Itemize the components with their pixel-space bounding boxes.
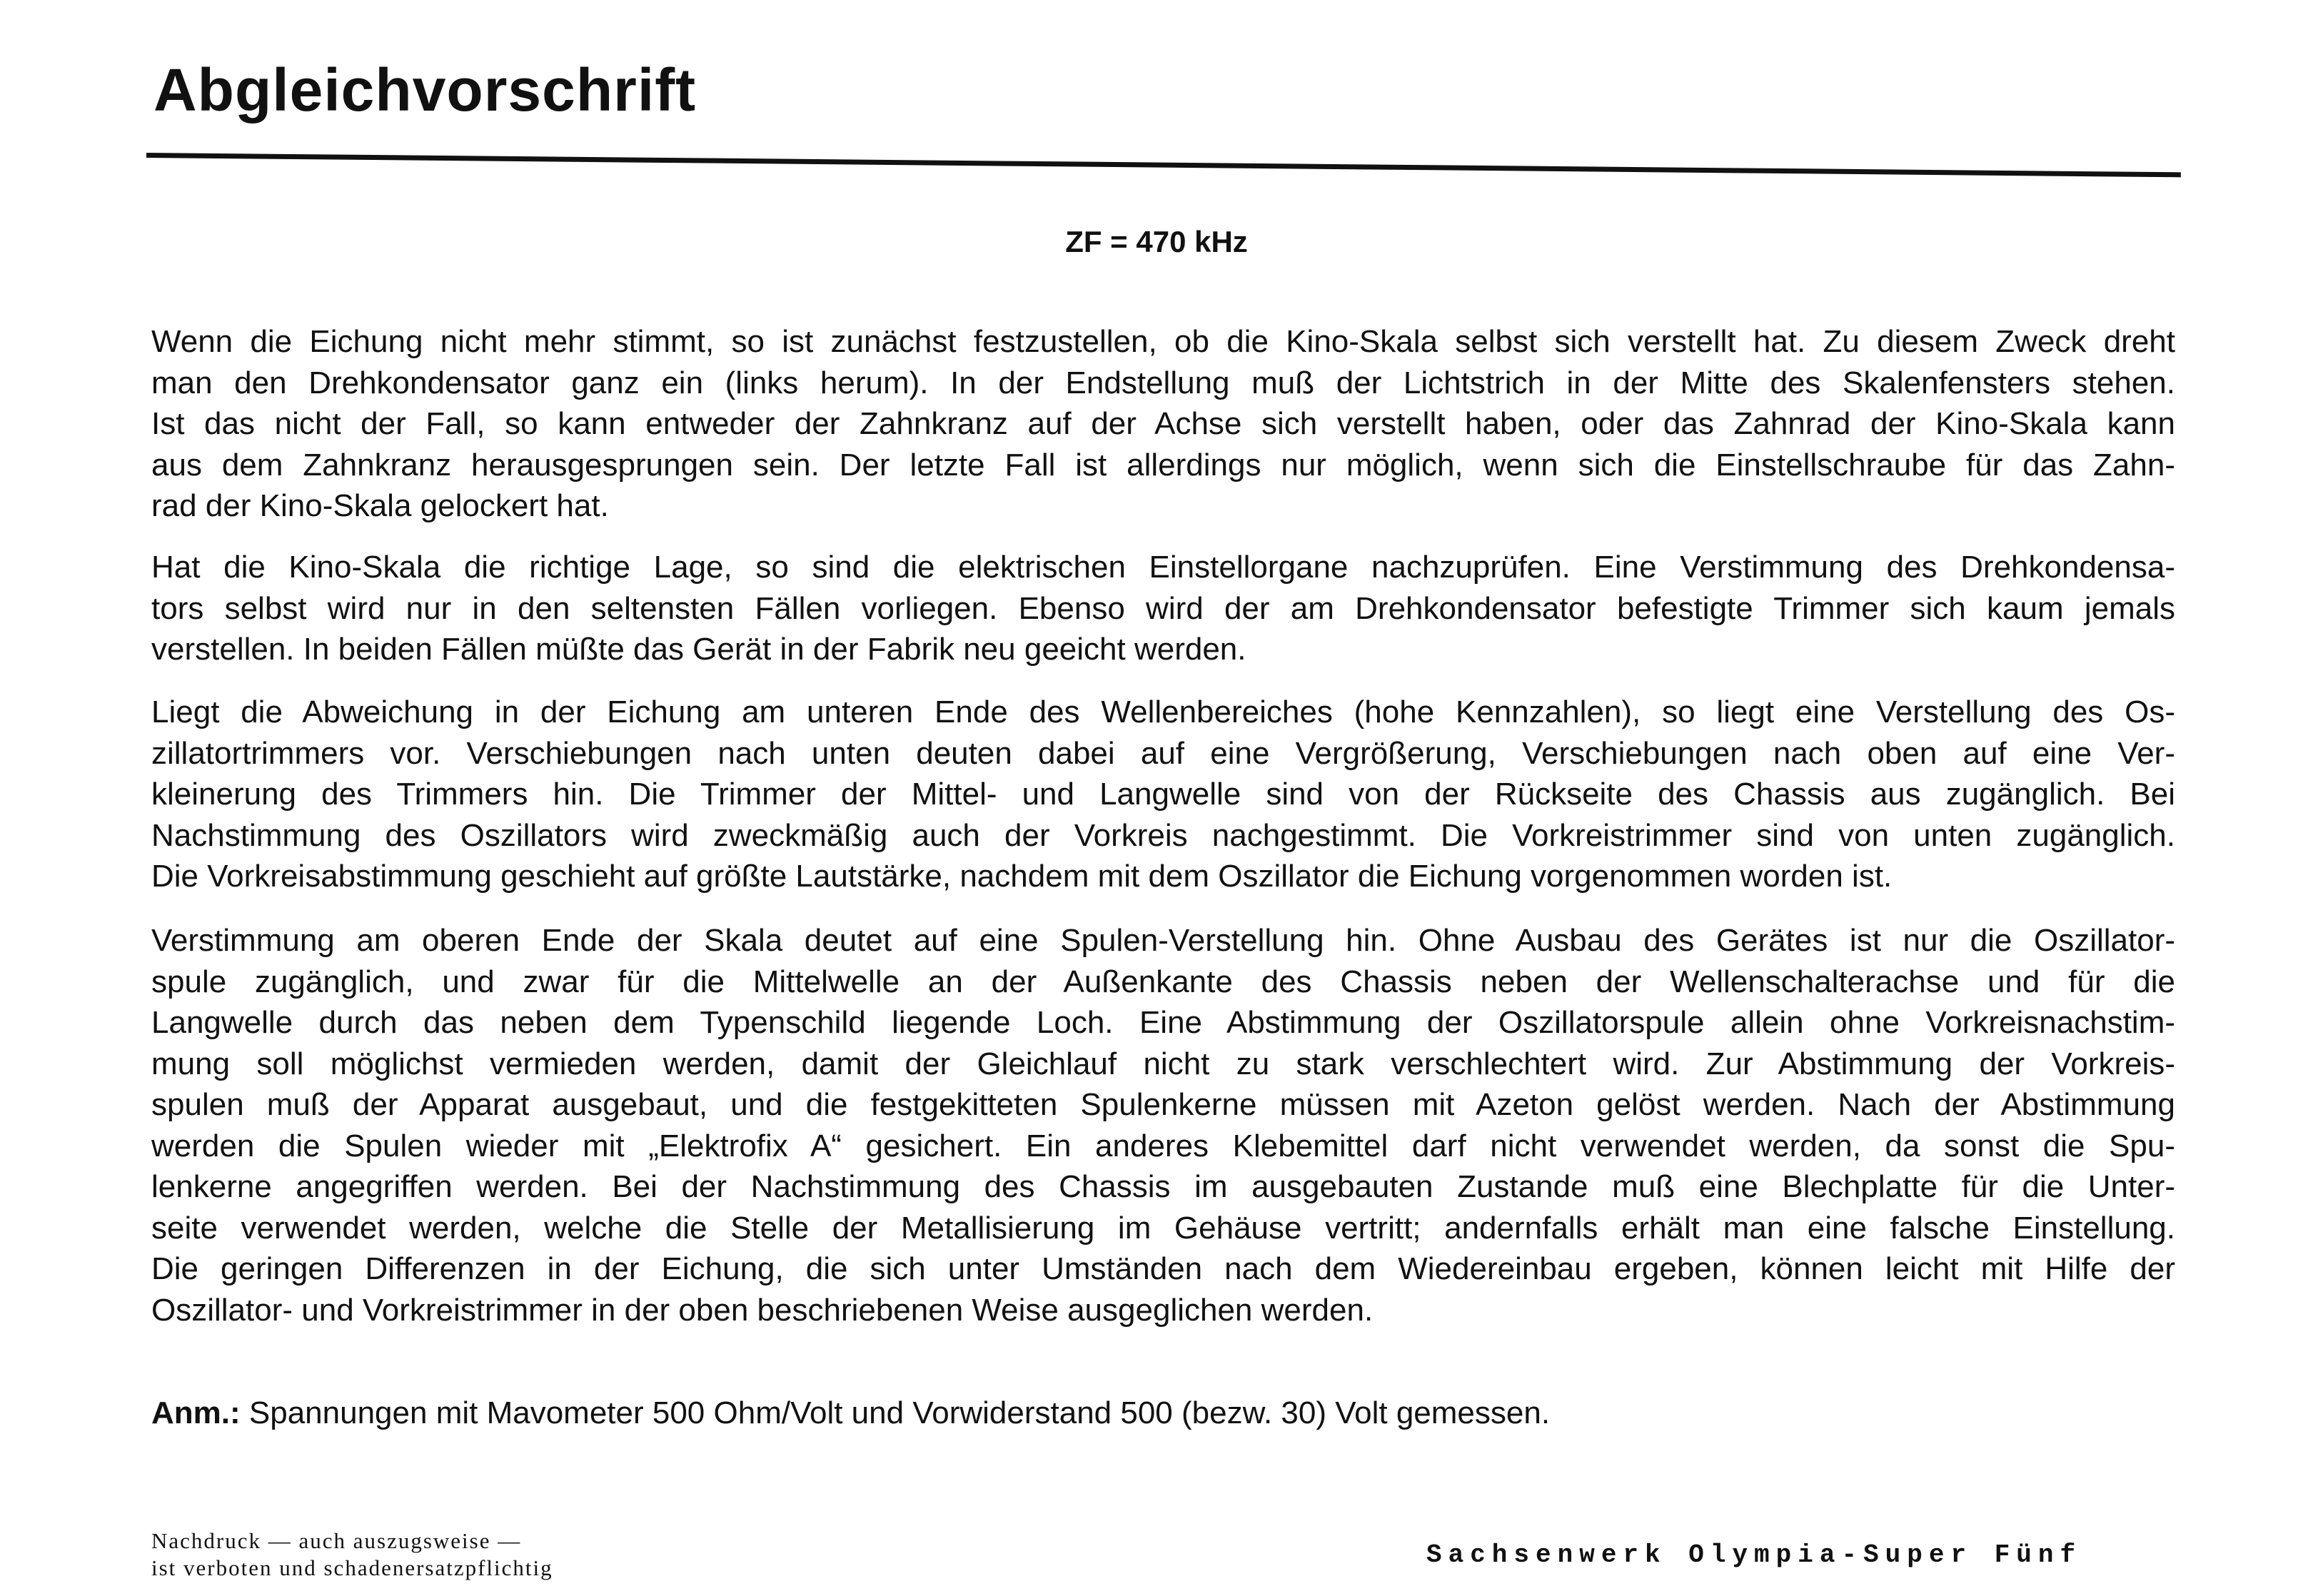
text-line: verstellen. In beiden Fällen müßte das Gerät in der Fabrik neu geeicht werden. (151, 632, 1246, 667)
document-title: Abgleichvorschrift (153, 56, 697, 123)
text-line: rad der Kino-Skala gelockert hat. (151, 488, 609, 523)
text-line: Nachstimmung des Oszillators wird zweckmäßig auch der Vorkreis nachgestimmt. Die Vorkreistrimmer sind von unten zugänglich. (151, 817, 2175, 853)
copyright-notice (151, 1527, 553, 1582)
text-line: aus dem Zahnkranz herausgesprungen sein. Der letzte Fall ist allerdings nur möglich, wenn sich die Einstellschraube für das Zahn- (151, 447, 2175, 483)
device-name: Sachsenwerk Olympia-Super Fünf (1426, 1540, 2082, 1570)
text-line: werden die Spulen wieder mit „Elektrofix A“ gesichert. Ein anderes Klebemittel darf nicht verwendet werden, da sonst die Spu- (151, 1128, 2175, 1163)
note-label: Anm.: (151, 1395, 241, 1430)
text-line: seite verwendet werden, welche die Stelle der Metallisierung im Gehäuse vertritt; andernfalls erhält man eine falsche Einstellung. (151, 1210, 2175, 1246)
text-line: lenkerne angegriffen werden. Bei der Nachstimmung des Chassis im ausgebauten Zustande muß eine Blechplatte für die Unter- (151, 1169, 2175, 1204)
text-line: zillatortrimmers vor. Verschiebungen nach unten deuten dabei auf eine Vergrößerung, Verschiebungen nach oben auf eine Ver- (151, 735, 2175, 771)
text-line: Die geringen Differenzen in der Eichung, die sich unter Umständen nach dem Wiedereinbau ergeben, können leicht mit Hilfe der (151, 1251, 2175, 1286)
text-line: mung soll möglichst vermieden werden, damit der Gleichlauf nicht zu stark verschlechtert wird. Zur Abstimmung der Vorkreis- (151, 1046, 2175, 1081)
text-line: Wenn die Eichung nicht mehr stimmt, so ist zunächst festzustellen, ob die Kino-Skala selbst sich verstellt hat. Zu diesem Zweck dreht (151, 324, 2175, 359)
intermediate-frequency: ZF = 470 kHz (1065, 225, 1248, 258)
text-line: spulen muß der Apparat ausgebaut, und die festgekitteten Spulenkerne müssen mit Azeton gelöst werden. Nach der Abstimmung (151, 1087, 2175, 1122)
text-line: spule zugänglich, und zwar für die Mittelwelle an der Außenkante des Chassis neben der Wellenschalterachse und für die (151, 964, 2175, 999)
text-line: Verstimmung am oberen Ende der Skala deutet auf eine Spulen-Verstellung hin. Ohne Ausbau des Gerätes ist nur die Oszillator- (151, 923, 2175, 958)
text-line: Oszillator- und Vorkreistrimmer in der oben beschriebenen Weise ausgeglichen werden. (151, 1292, 1374, 1328)
text-line: kleinerung des Trimmers hin. Die Trimmer der Mittel- und Langwelle sind von der Rückseite des Chassis aus zugänglich. Bei (151, 777, 2175, 812)
text-line: tors selbst wird nur in den seltensten Fällen vorliegen. Ebenso wird der am Drehkondensator befestigte Trimmer sich kaum jemals (151, 590, 2175, 626)
paragraph-coil-adjustment (151, 920, 2175, 1330)
paragraph-oscillator-trimmer (151, 692, 2175, 897)
note-text: Spannungen mit Mavometer 500 Ohm/Volt und Vorwiderstand 500 (bezw. 30) Volt gemessen. (240, 1395, 1551, 1430)
text-line: Hat die Kino-Skala die richtige Lage, so sind die elektrischen Einstellorgane nachzuprüfen. Eine Verstimmung des Drehkondensa- (151, 550, 2175, 585)
text-line: Liegt die Abweichung in der Eichung am unteren Ende des Wellenbereiches (hohe Kennzahlen), so liegt eine Verstellung des Os- (151, 695, 2175, 729)
text-line: man den Drehkondensator ganz ein (links herum). In der Endstellung muß der Lichtstrich in der Mitte des Skalenfensters stehen. (151, 365, 2175, 400)
paragraph-tuning-elements (151, 547, 2175, 670)
paragraph-scale-check (151, 321, 2175, 527)
title-divider (146, 153, 2181, 177)
text-line: Die Vorkreisabstimmung geschieht auf größte Lautstärke, nachdem mit dem Oszillator die Eichung vorgenommen worden ist. (151, 859, 1893, 894)
copyright-line-2: ist verboten und schadenersatzpflichtig (151, 1555, 553, 1580)
copyright-line-1: Nachdruck — auch auszugsweise — (151, 1528, 522, 1553)
text-line: Langwelle durch das neben dem Typenschild liegende Loch. Eine Abstimmung der Oszillatorspule allein ohne Vorkreisnachstim- (151, 1005, 2175, 1040)
note (151, 1395, 1550, 1431)
text-line: Ist das nicht der Fall, so kann entweder der Zahnkranz auf der Achse sich verstellt haben, oder das Zahnrad der Kino-Skala kann (151, 406, 2175, 441)
